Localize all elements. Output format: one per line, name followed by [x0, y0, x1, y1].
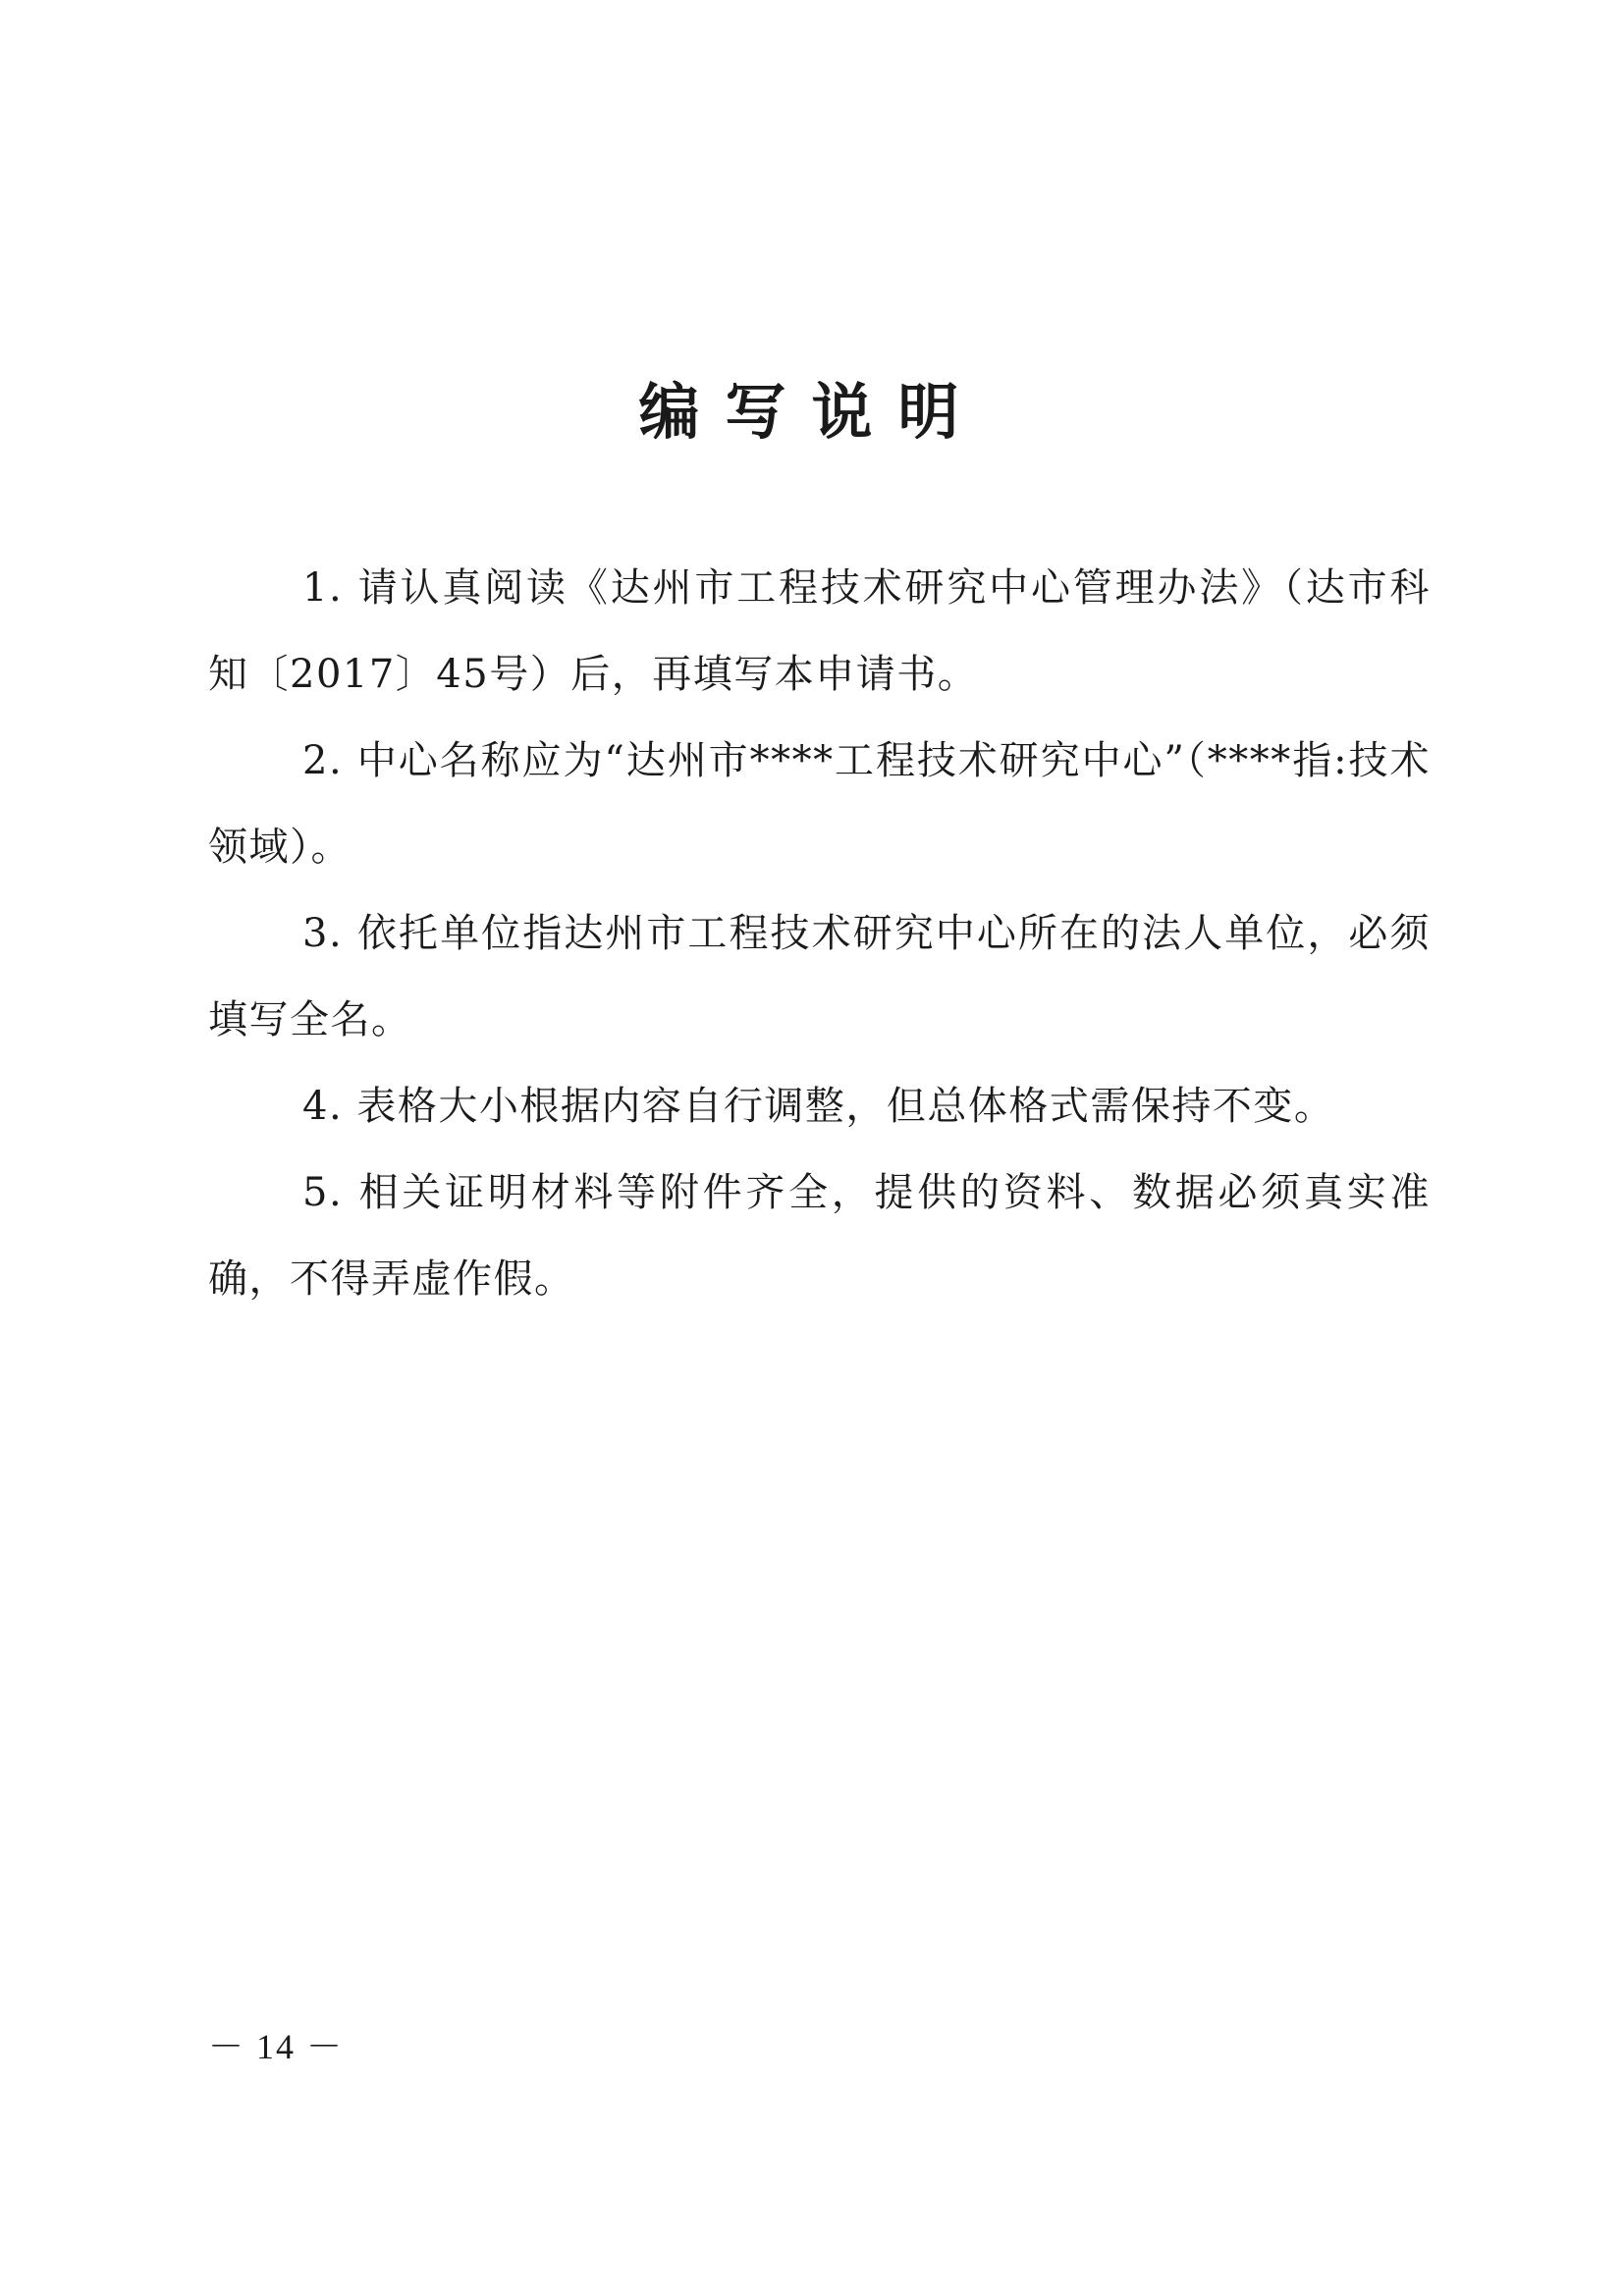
instruction-paragraph-1: 1. 请认真阅读《达州市工程技术研究中心管理办法》（达市科知〔2017〕45号）后，再填写本申请书。 — [208, 565, 1431, 697]
instruction-paragraph-4: 4. 表格大小根据内容自行调整，但总体格式需保持不变。 — [302, 1084, 1335, 1129]
instructions-body — [208, 545, 1431, 1322]
page-number: － 14 － — [208, 2027, 345, 2066]
page-title: 编写说明 — [638, 376, 985, 448]
instruction-paragraph-3: 3. 依托单位指达州市工程技术研究中心所在的法人单位，必须填写全名。 — [208, 911, 1431, 1042]
instruction-paragraph-2: 2. 中心名称应为“达州市****工程技术研究中心”（****指:技术领域）。 — [208, 738, 1431, 870]
instruction-paragraph-5: 5. 相关证明材料等附件齐全，提供的资料、数据必须真实准确，不得弄虚作假。 — [208, 1170, 1431, 1302]
